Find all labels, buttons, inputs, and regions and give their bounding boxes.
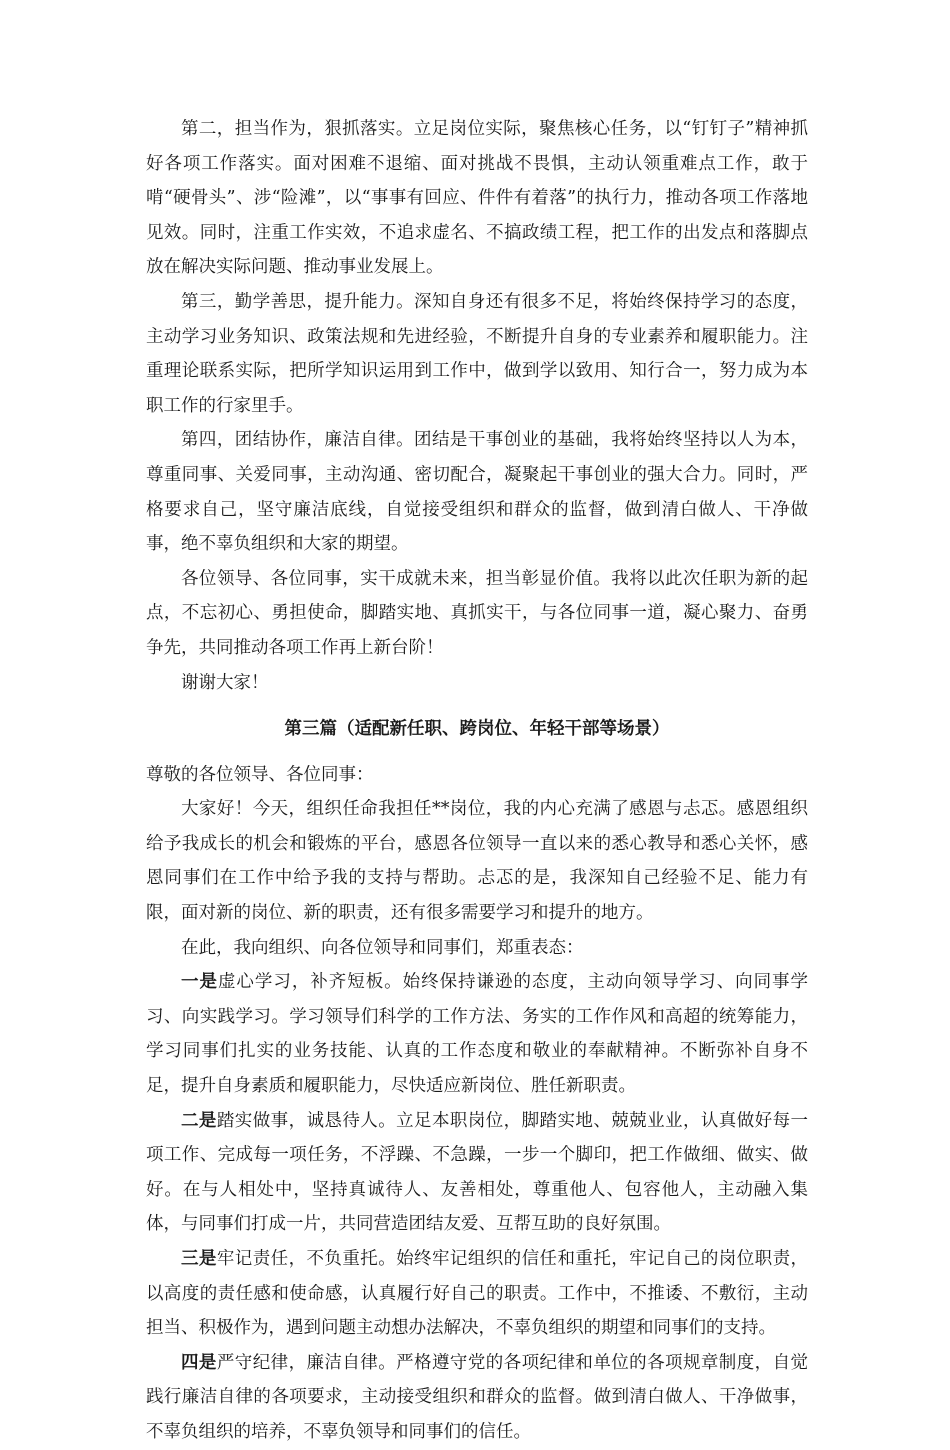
paragraph-point-one	[146, 965, 808, 1103]
paragraph-point-4: 第四，团结协作，廉洁自律。团结是干事创业的基础，我将始终坚持以人为本，尊重同事、关爱同事，主动沟通、密切配合，凝聚起干事创业的强大合力。同时，严格要求自己，坚守廉洁底线，自觉接受组织和群众的监督，做到清白做人、干净做事，绝不辜负组织和大家的期望。	[146, 430, 808, 555]
point-text: 虚心学习，补齐短板。始终保持谦逊的态度，主动向领导学习、向同事学习、向实践学习。学习领导们科学的工作方法、务实的工作作风和高超的统筹能力，学习同事们扎实的业务技能、认真的工作态度和敬业的奉献精神。不断弥补自身不足，提升自身素质和履职能力，尽快适应新岗位、胜任新职责。	[146, 972, 809, 1097]
paragraph-point-four	[146, 1346, 808, 1450]
paragraph-point-3: 第三，勤学善思，提升能力。深知自身还有很多不足，将始终保持学习的态度，主动学习业务知识、政策法规和先进经验，不断提升自身的专业素养和履职能力。注重理论联系实际，把所学知识运用到工作中，做到学以致用、知行合一，努力成为本职工作的行家里手。	[146, 291, 808, 416]
paragraph-thanks: 谢谢大家！	[181, 672, 269, 693]
point-lead: 一是	[181, 972, 218, 993]
paragraph-point-2: 第二，担当作为，狠抓落实。立足岗位实际，聚焦核心任务，以“钉钉子”精神抓好各项工作落实。面对困难不退缩、面对挑战不畏惧，主动认领重难点工作，敢于啃“硬骨头”、涉“险滩”，以“事事有回应、件件有着落”的执行力，推动各项工作落地见效。同时，注重工作实效，不追求虚名、不搞政绩工程，把工作的出发点和落脚点放在解决实际问题、推动事业发展上。	[146, 119, 808, 278]
document-page	[146, 112, 808, 1450]
point-lead: 二是	[181, 1110, 217, 1131]
paragraph-closing: 各位领导、各位同事，实干成就未来，担当彰显价值。我将以此次任职为新的起点，不忘初心、勇担使命，脚踏实地、真抓实干，与各位同事一道，凝心聚力、奋勇争先，共同推动各项工作再上新台阶！	[146, 568, 808, 658]
salutation: 尊敬的各位领导、各位同事：	[146, 764, 374, 785]
point-text: 牢记责任，不负重托。始终牢记组织的信任和重托，牢记自己的岗位职责，以高度的责任感和使命感，认真履行好自己的职责。工作中，不推诿、不敷衍，主动担当、积极作为，遇到问题主动想办法解决，不辜负组织的期望和同事们的支持。	[146, 1249, 809, 1339]
paragraph-point-three	[146, 1242, 808, 1346]
paragraph-intro: 大家好！今天，组织任命我担任**岗位，我的内心充满了感恩与忐忑。感恩组织给予我成长的机会和锻炼的平台，感恩各位领导一直以来的悉心教导和悉心关怀，感恩同事们在工作中给予我的支持与帮助。忐忑的是，我深知自己经验不足、能力有限，面对新的岗位、新的职责，还有很多需要学习和提升的地方。	[146, 799, 808, 924]
point-text: 严守纪律，廉洁自律。严格遵守党的各项纪律和单位的各项规章制度，自觉践行廉洁自律的各项要求，主动接受组织和群众的监督。做到清白做人、干净做事，不辜负组织的培养，不辜负领导和同事们的信任。	[146, 1352, 809, 1442]
point-lead: 三是	[181, 1249, 217, 1269]
point-lead: 四是	[181, 1352, 217, 1373]
point-text: 踏实做事，诚恳待人。立足本职岗位，脚踏实地、兢兢业业，认真做好每一项工作、完成每一项任务，不浮躁、不急躁，一步一个脚印，把工作做细、做实、做好。在与人相处中，坚持真诚待人、友善相处，尊重他人、包容他人，主动融入集体，与同事们打成一片，共同营造团结友爱、互帮互助的良好氛围。	[146, 1110, 809, 1235]
section-heading: 第三篇（适配新任职、跨岗位、年轻干部等场景）	[284, 719, 670, 740]
paragraph-statement: 在此，我向组织、向各位领导和同事们，郑重表态：	[181, 937, 584, 958]
paragraph-point-two	[146, 1104, 808, 1242]
